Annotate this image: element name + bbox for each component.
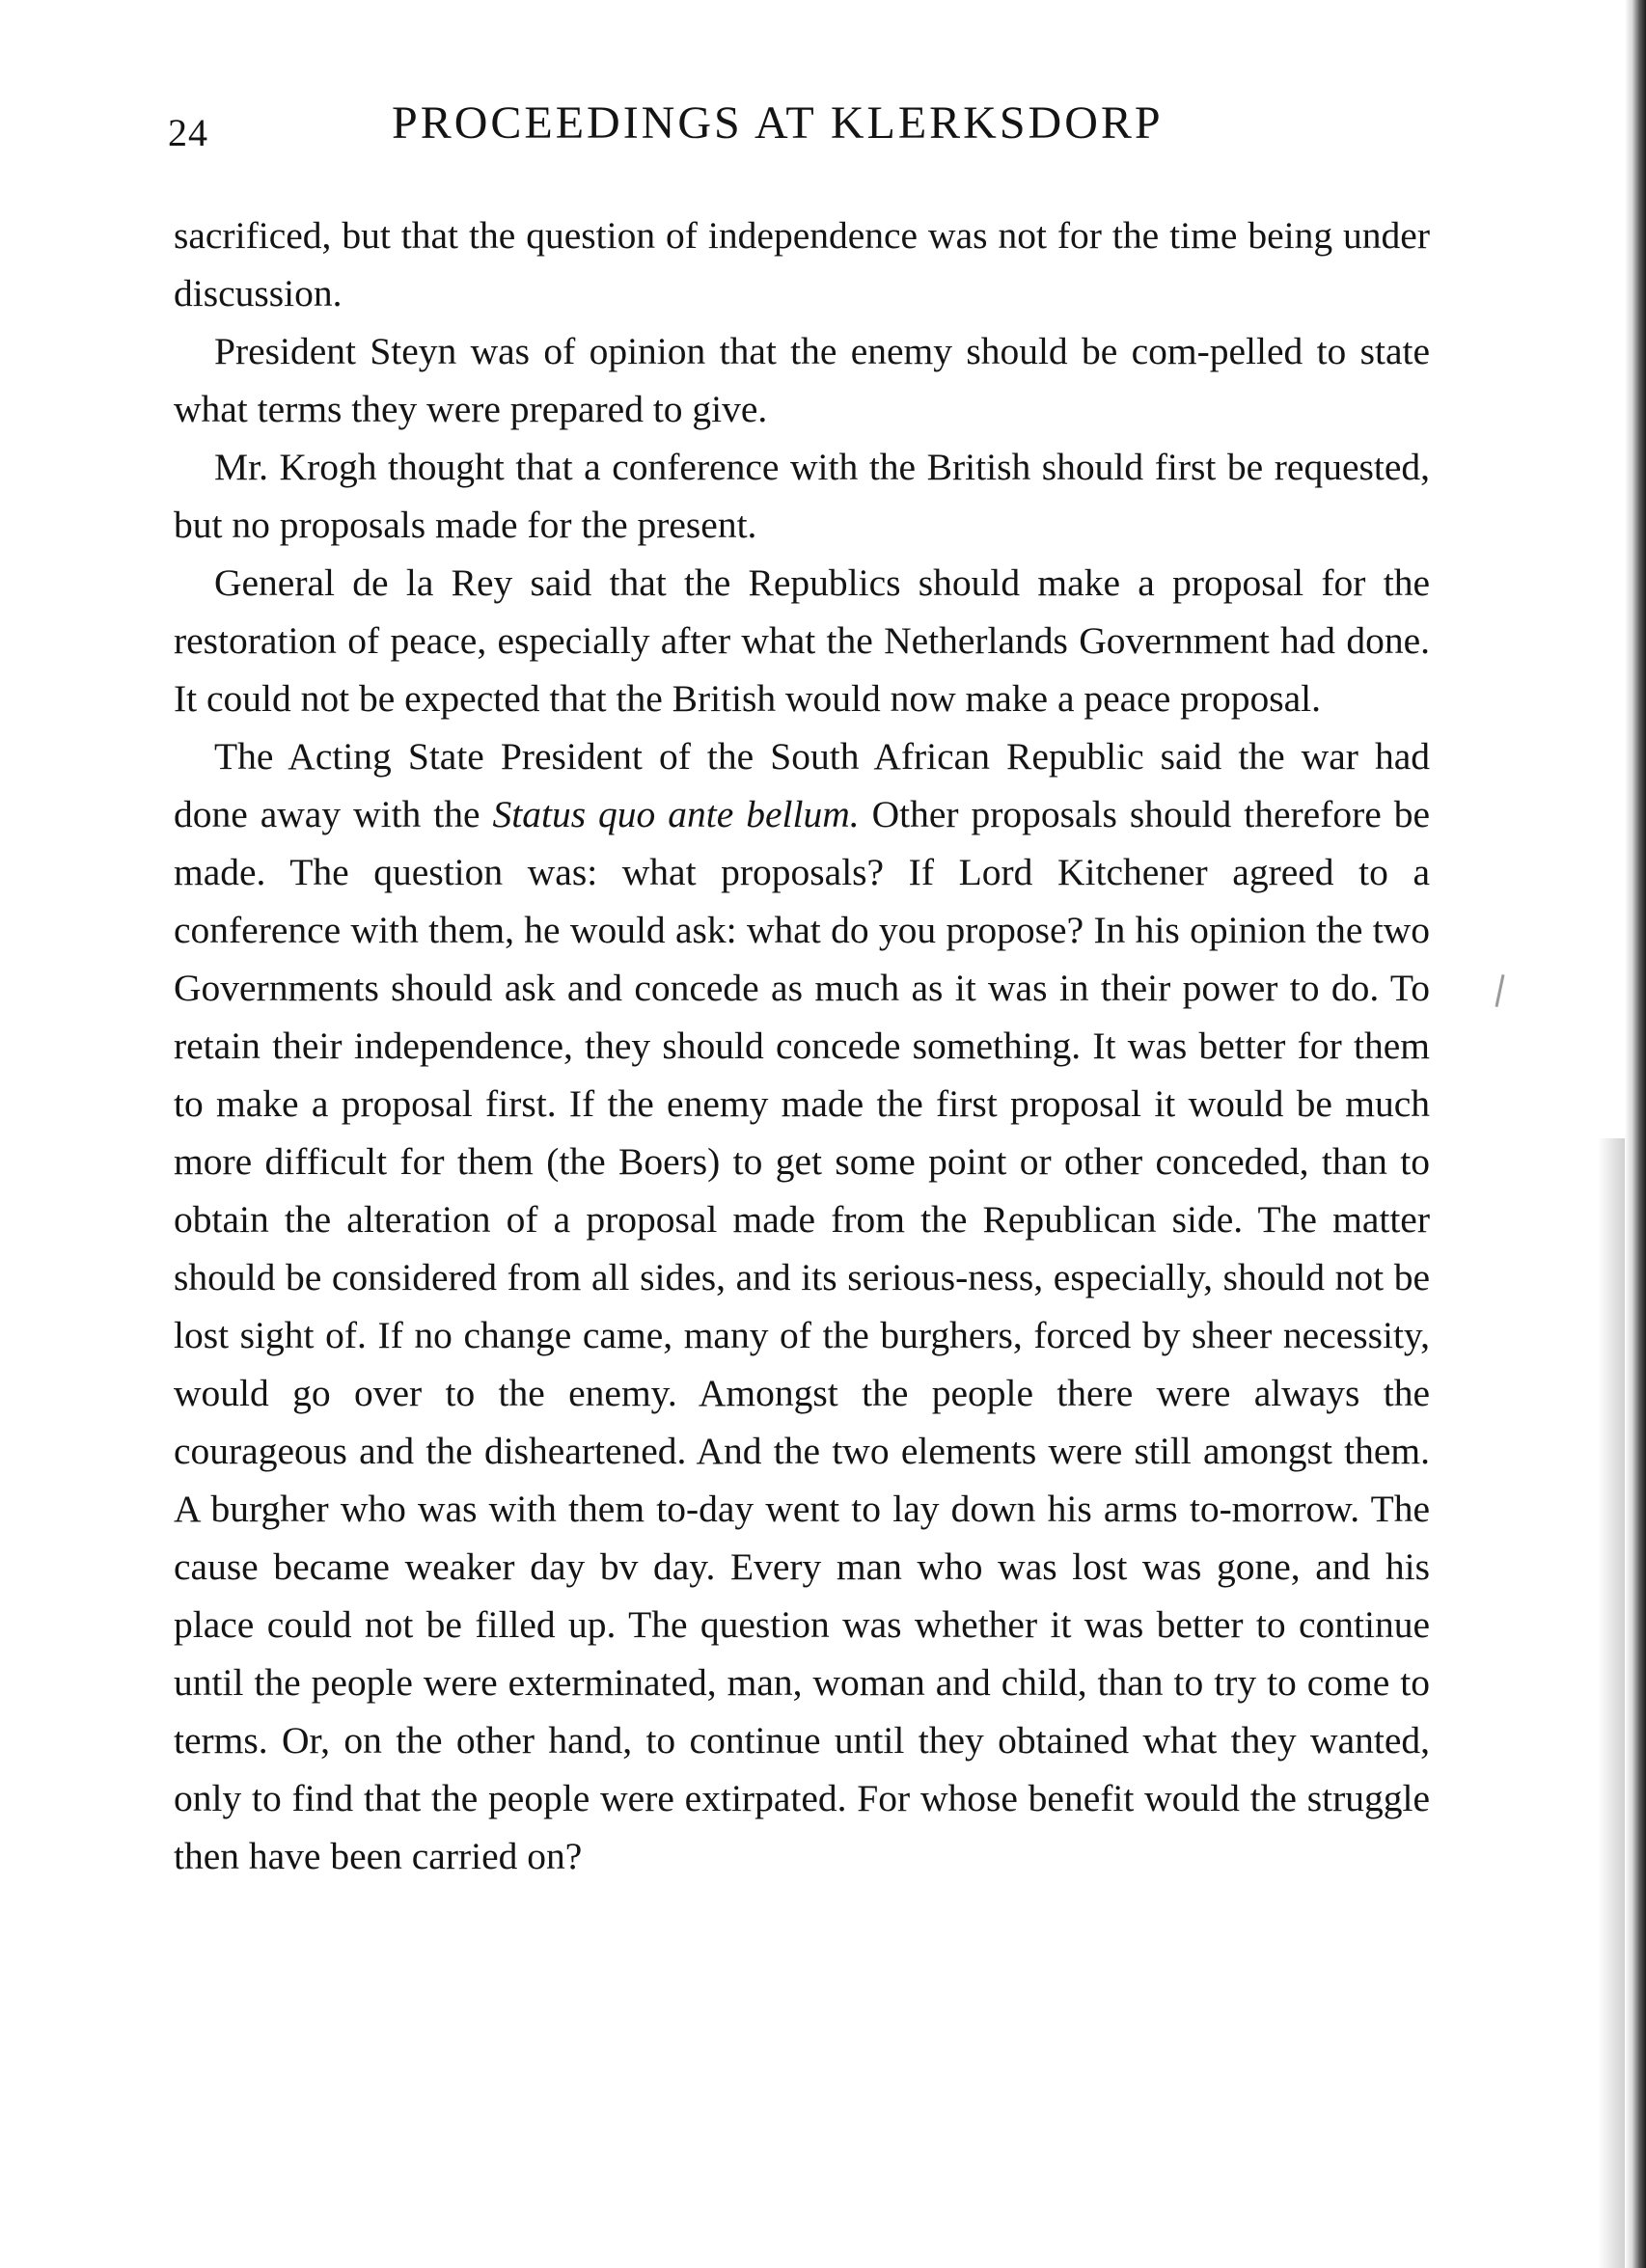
page-header	[168, 96, 1432, 164]
paragraph-5-part-1: The Acting State President of the South African Republic said the war had done away with the	[174, 735, 1430, 835]
binding-edge	[1625, 0, 1646, 2268]
paragraph-4: General de la Rey said that the Republics should make a proposal for the restoration of peace, especially after what the Netherlands Government had done. It could not be expected that the British would now make a peace proposal.	[174, 561, 1430, 720]
paragraph-5	[174, 727, 1430, 1885]
running-head: PROCEEDINGS AT KLERKSDORP	[392, 97, 1164, 149]
latin-phrase: Status quo ante bellum.	[492, 793, 860, 835]
page-number: 24	[168, 111, 208, 154]
paragraph-2: President Steyn was of opinion that the enemy should be com-pelled to state what terms they were prepared to give.	[174, 330, 1430, 430]
paragraph-5-part-2: Other proposals should therefore be made. The question was: what proposals? If Lord Kitchener agreed to a conference with them, he would ask: what do you propose? In his opinion the two Governments should ask and concede as much as it was in their power to do. To retain their independence, they should concede something. It was better for them to make a proposal first. If the enemy made the first proposal it would be much more difficult for them (the Boers) to get some point or other conceded, than to obtain the alteration of a proposal made from the Republican side. The matter should be considered from all sides, and its serious-ness, especially, should not be lost sight of. If no change came, many of the burghers, forced by sheer necessity, would go over to the enemy. Amongst the people there were always the courageous and the disheartened. And the two elements were still amongst them. A burgher who was with them to-day went to lay down his arms to-morrow. The cause became weaker day bv day. Every man who was lost was gone, and his place could not be filled up. The question was whether it was better to continue until the people were exterminated, man, woman and child, than to try to come to terms. Or, on the other hand, to continue until they obtained what they wanted, only to find that the people were extirpated. For whose benefit would the struggle then have been carried on?	[174, 793, 1431, 1877]
scan-speck	[1495, 974, 1504, 1007]
binding-shade	[1598, 1138, 1625, 2268]
paragraph-3: Mr. Krogh thought that a conference with the British should first be requested, but no proposals made for the present.	[174, 446, 1430, 546]
body-text	[174, 206, 1430, 1885]
paragraph-1: sacrificed, but that the question of independence was not for the time being under discussion.	[174, 214, 1430, 314]
